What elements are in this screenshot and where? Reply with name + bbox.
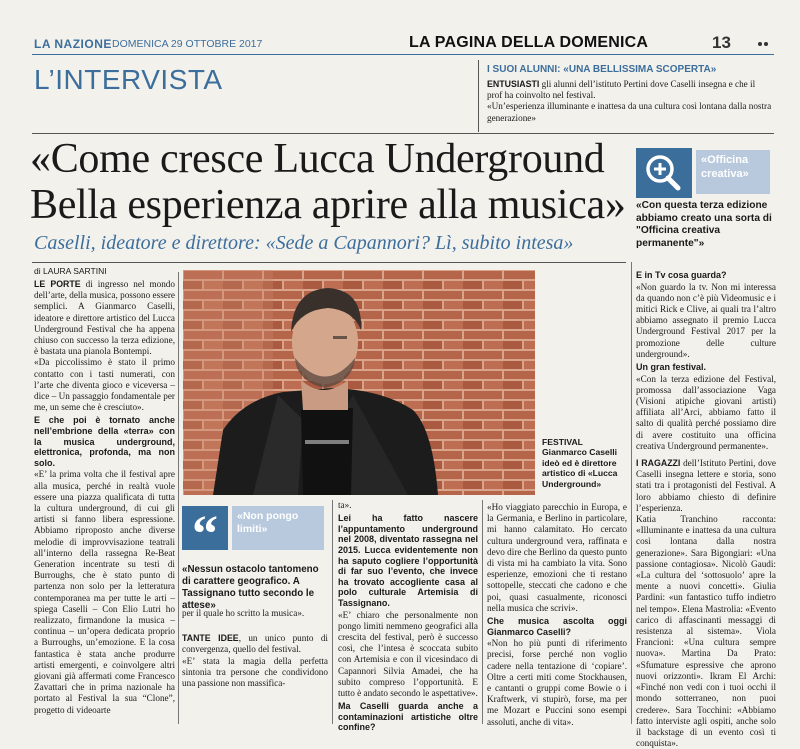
- col1-divider: [178, 272, 179, 724]
- col2-divider: [332, 500, 333, 724]
- col3-question1: Lei ha fatto nascere l’appuntamento underground nel 2008, diventato rassegna nel 2015. Lucca evidentemente non ha saputo cogliere l’opportunità di far suo l’evento, che invece ha trovato accogliente casa al polo culturale Artemisia di Tassignano.: [338, 513, 478, 608]
- col3-divider: [482, 500, 483, 724]
- headline-line1: «Come cresce Lucca Underground: [30, 136, 605, 182]
- col2-p2: , un unico punto di convergenza, quello del festival.: [182, 633, 328, 655]
- page-number: 13: [712, 33, 731, 52]
- quote-icon-box: [182, 506, 228, 563]
- pull-quote-label2: limiti»: [237, 523, 268, 535]
- pull-quote-label-box: [232, 506, 324, 550]
- col5-lead: I RAGAZZI: [636, 458, 681, 469]
- paper-name: LA NAZIONE: [34, 37, 112, 51]
- column-1: [34, 279, 175, 716]
- column-5: [636, 268, 776, 749]
- pull-quote: [182, 506, 328, 611]
- sidebar-top-text1: gli alunni dell’istituto Pertini dove Caselli insegna e che il prof ha coinvolto nel festival.: [487, 79, 756, 101]
- header-dots: [758, 42, 772, 48]
- quote-marks-icon: “: [192, 506, 218, 563]
- col2-p3: «E’ stata la magia della perfetta sintonia tra persone che condividono una passione non massifica-: [182, 655, 328, 689]
- col5-question1: E in Tv cosa guarda?: [636, 270, 727, 280]
- sidebar-top-title: I SUOI ALUNNI: «UNA BELLISSIMA SCOPERTA»: [487, 64, 717, 75]
- col3-question2: Ma Caselli guarda anche a contaminazioni artistiche oltre confine?: [338, 701, 478, 733]
- officina-box: [636, 144, 776, 258]
- col5-p2: «Con la terza edizione del Festival, promossa dall’associazione Vaga (Visioni atipiche giovani artisti) affiliata all’Arci, abbiamo fatto il salto di qualità perché possiamo dire di avere costituito una officina creativa Underground permanente».: [636, 373, 776, 451]
- pull-quote-label1: «Non pongo: [237, 510, 299, 522]
- section-title: LA PAGINA DELLA DOMENICA: [409, 34, 649, 51]
- col2-p1: per il quale ho scritto la musica».: [182, 608, 305, 618]
- subheadline: Caselli, ideatore e direttore: «Sede a Capannori? Lì, subito intesa»: [34, 232, 574, 254]
- kicker-rule: [32, 133, 774, 134]
- column-4: [487, 502, 627, 728]
- col3-p0: ta».: [338, 500, 352, 510]
- header-rule: [32, 54, 774, 55]
- col5-p1: «Non guardo la tv. Non mi interessa da quando non c’è più Videomusic e i mitici Rick e Clive, ai quali tra l’altro abbiamo assegnato il premio Lucca Underground Festival 2017 per la promozione delle culture underground».: [636, 281, 776, 359]
- officina-label-box: [696, 150, 770, 194]
- photo-caption: [542, 437, 630, 489]
- col1-p1: di ingresso nel mondo dell’arte, della musica, possono essere semplici. A Gianmarco Caselli, ideatore e direttore artistico del Lucca Underground Festival che ha appena chiuso con successo la terza edizione, è bastata una pianola Bontempi.: [34, 279, 175, 357]
- col1-lead: LE PORTE: [34, 279, 81, 289]
- col5-question2: Un gran festival.: [636, 362, 707, 373]
- officina-quote: «Con questa terza edizione abbiamo creato una sorta di "Officina creativa permanente"»: [636, 200, 772, 249]
- subheadline-rule: [32, 262, 626, 263]
- col2-lead: TANTE IDEE: [182, 633, 239, 644]
- officina-label2: creativa»: [701, 168, 749, 180]
- kicker: L’INTERVISTA: [34, 64, 223, 95]
- col1-p2: «Da piccolissimo è stato il primo contatto con i tasti numerati, con l’arte che diventa gioco e viceversa – dice – Un passaggio fondamentale per me, un seme che è cresciuto».: [34, 357, 175, 413]
- sidebar-top-text2: «Un’esperienza illuminante e inattesa da una cultura così lontana dalla nostra generazione»: [487, 101, 772, 123]
- col1-question1: E che poi è tornato anche nell’embrione della «terra» con la musica underground, elettronica, profonda, ma non solo.: [34, 415, 175, 468]
- col3-p1: «E’ chiaro che personalmente non pongo limiti nemmeno geografici alla crescita del festival, però è successo così, che l’intesa è scoccata subito con Artemisia e con il vicesindaco di Capannori Silvia Amadei, che ha subito compreso l’opportunità. E tutto è andato secondo le aspettative».: [338, 609, 478, 698]
- col4-p1: «Ho viaggiato parecchio in Europa, e la Germania, e Berlino in particolare, mi hanno calamitato. Ho cercato cultura underground vera, raffinata e devo dire che Berlino da questo punto di vista mi ha cambiato la vita. Sono esperienze, emozioni che ti restano sottopelle, steccati che cadono e che poi, quasi casualmente, riconosci nella musica che scrivi».: [487, 502, 627, 613]
- col1-p3: «E’ la prima volta che il festival apre alla musica, perché in realtà vuole essere una piazza qualificata di tutta la cultura underground, di cui gli artisti si fanno libera espressione. Abbiamo riproposto anche diverse melodie di improvvisazione teatrali all’interno della rassegna Re-Beat Generation incentrate su testi di Burroughs, che è stato punto di partenza non solo per la letteratura contemporanea ma per tutte le arti – spiega Caselli – Con Elio Lutri ho realizzato, firmandone la musica – continua – un’opera dedicata proprio a Burroughs, un’emozione. E la cosa fantastica è stata anche produrre artisti emergenti, e coinvolgere altri giovani già affermati come Francesco Zavattari che in prima nazionale ha portato al Festival la sua “Clone”, progetto di videoarte: [34, 469, 175, 715]
- date: DOMENICA 29 OTTOBRE 2017: [112, 38, 263, 50]
- sidebar-top-lead: ENTUSIASTI: [487, 79, 540, 89]
- kicker-divider: [478, 60, 479, 132]
- col4-p2: «Non ho più punti di riferimento precisi, forse perché non voglio cadere nella tentazione di ‘copiare’. Oltre a certi miti come Stockhausen, e cantanti o gruppi come Bowie o i Kraftwerk, vi stupirò, forse, ma per me Mozart e Puccini sono esempi assoluti, anche di vita».: [487, 638, 627, 727]
- zoom-plus-icon: [636, 148, 692, 198]
- column-3: [338, 500, 478, 734]
- photo: [183, 270, 535, 495]
- col5-p3: dell’Istituto Pertini, dove Caselli insegna lettere e storia, sono stati tra i protagonisti del Festival. A loro abbiamo chiesto di definire l’esperienza.: [636, 458, 777, 513]
- sidebar-top-text: [487, 79, 772, 124]
- pull-quote-text: «Nessun ostacolo tantomeno di carattere geografico. A Tassignano tutto secondo le attese»: [182, 564, 319, 611]
- col4-question1: Che musica ascolta oggi Gianmarco Caselli?: [487, 616, 627, 637]
- byline: di LAURA SARTINI: [34, 266, 107, 276]
- portrait-image: [183, 270, 535, 495]
- headline-line2: Bella esperienza aprire alla musica»: [30, 182, 626, 228]
- officina-label1: «Officina: [701, 154, 749, 166]
- column-2: [182, 608, 328, 689]
- photo-caption-text: Gianmarco Caselli ideò ed è direttore artistico di «Lucca Underground»: [542, 447, 618, 489]
- photo-caption-label: FESTIVAL: [542, 437, 583, 447]
- col5-p4: Katia Tranchino racconta: «Illuminante e inattesa da una cultura così lontana dalla nostra generazione». Sara Bigongiari: «Una passione contagiosa». Nicolò Gaudi: «La cultura del ‘sottosuolo’ apre la mente a nuovi concetti». Giulia Pardini: «un fantastico tuffo indietro nel tempo». Elena Mastrolia: «Evento carico di affascinanti messaggi di resistenza al sistema». Viola Francioni: «Una cultura sempre nuova». Martina Da Prato: «Sfumature espressive che aprono nuovi orizzonti». Ikram El Archi: «Finché non vedi con i tuoi occhi il mondo sotterraneo, non puoi credere». Sara Tocchini: «Abbiamo fatto interviste agli ospiti, anche solo il backstage di un evento così ti conquista».: [636, 514, 776, 749]
- officina-icon-box: [636, 148, 692, 198]
- col4-divider: [631, 262, 632, 724]
